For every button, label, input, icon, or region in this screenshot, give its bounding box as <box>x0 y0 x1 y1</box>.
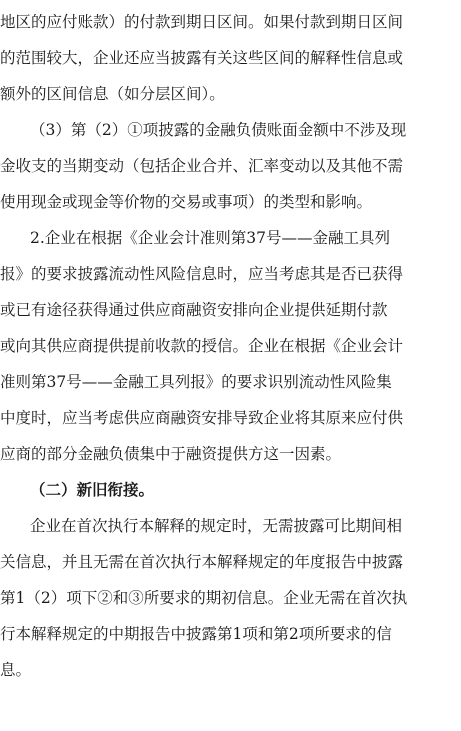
text-line: 关信息，并且无需在首次执行本解释规定的年度报告中披露 <box>0 553 404 571</box>
text-line: 2.企业在根据《企业会计准则第37号——金融工具列 <box>30 229 391 247</box>
text-line: 的范围较大，企业还应当披露有关这些区间的解释性信息或 <box>0 49 404 67</box>
text-line: 行本解释规定的中期报告中披露第1项和第2项所要求的信 <box>0 625 392 643</box>
section-heading: （二）新旧衔接。 <box>30 481 155 499</box>
text-line: （3）第（2）①项披露的金融负债账面金额中不涉及现 <box>30 121 407 139</box>
text-line: 或向其供应商提供提前收款的授信。企业在根据《企业会计 <box>0 337 404 355</box>
text-line: 使用现金或现金等价物的交易或事项）的类型和影响。 <box>0 193 373 211</box>
text-line: 息。 <box>0 661 32 679</box>
text-line: 中度时，应当考虑供应商融资安排导致企业将其原来应付供 <box>0 409 404 427</box>
text-line: 或已有途径获得通过供应商融资安排向企业提供延期付款 <box>0 301 388 319</box>
text-line: 报》的要求披露流动性风险信息时，应当考虑其是否已获得 <box>0 265 404 283</box>
text-line: 额外的区间信息（如分层区间）。 <box>0 85 225 103</box>
text-line: 金收支的当期变动（包括企业合并、汇率变动以及其他不需 <box>0 157 404 175</box>
text-line: 地区的应付账款）的付款到期日区间。如果付款到期日区间 <box>0 13 404 31</box>
text-line: 应商的部分金融负债集中于融资提供方这一因素。 <box>0 445 342 463</box>
text-line: 第1（2）项下②和③所要求的期初信息。企业无需在首次执 <box>0 589 408 607</box>
text-line: 准则第37号——金融工具列报》的要求识别流动性风险集 <box>0 373 392 391</box>
text-line: 企业在首次执行本解释的规定时，无需披露可比期间相 <box>30 517 403 535</box>
